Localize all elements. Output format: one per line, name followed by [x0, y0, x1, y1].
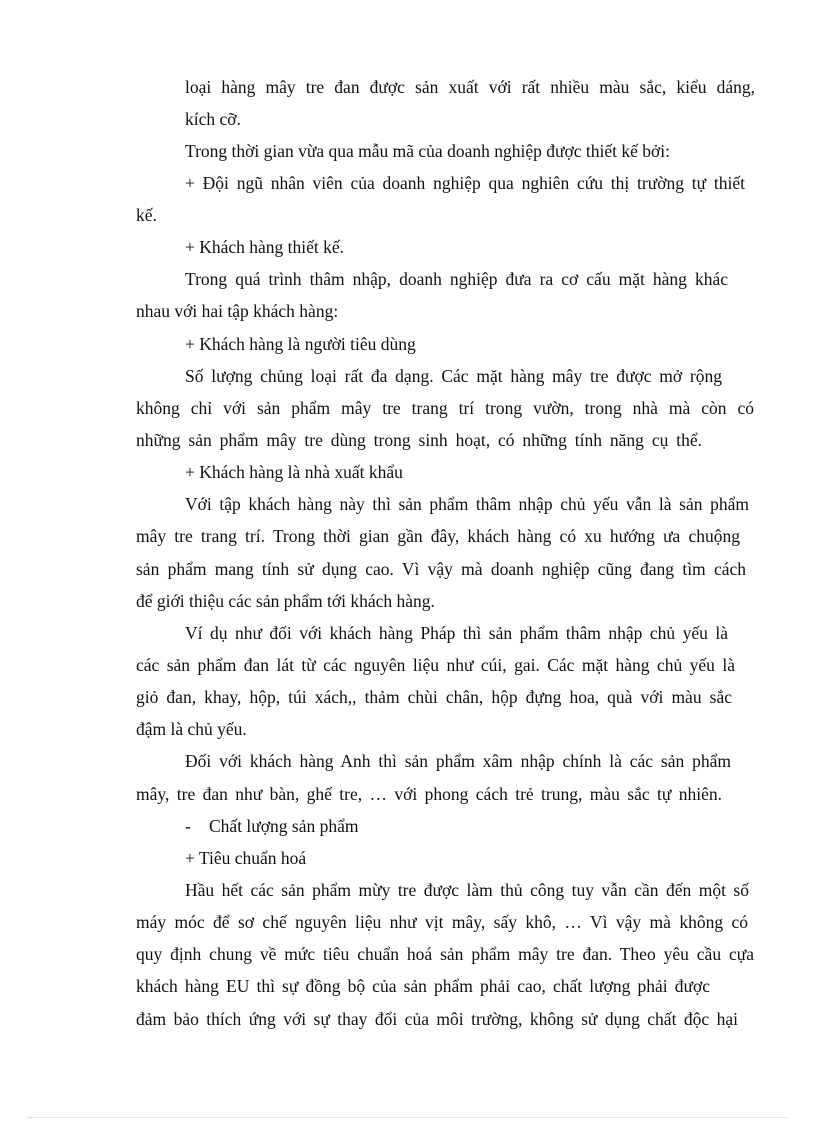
paragraph-line: mây, tre đan như bàn, ghế tre, … với phong cách trẻ trung, màu sắc tự nhiên. — [136, 784, 722, 804]
paragraph-line: để giới thiệu các sản phẩm tới khách hàng. — [136, 591, 435, 611]
paragraph-line: máy móc để sơ chế nguyên liệu như vịt mây, sấy khô, … Vì vậy mà không có — [136, 912, 748, 932]
paragraph-line: loại hàng mây tre đan được sản xuất với rất nhiều màu sắc, kiểu dáng, — [185, 77, 755, 97]
paragraph-line: các sản phẩm đan lát từ các nguyên liệu như cúi, gai. Các mặt hàng chủ yếu là — [136, 655, 735, 675]
paragraph-line: kích cỡ. — [185, 109, 241, 129]
section-label: Chất lượng sản phẩm — [209, 816, 359, 836]
paragraph-line: Hầu hết các sản phẩm mừy tre được làm thủ công tuy vẫn cần đến một số — [185, 880, 749, 900]
section-heading — [185, 818, 359, 836]
paragraph-line: nhau với hai tập khách hàng: — [136, 301, 339, 321]
paragraph-line: những sản phẩm mây tre dùng trong sinh hoạt, có những tính năng cụ thể. — [136, 430, 702, 450]
footer-rule — [28, 1117, 788, 1118]
paragraph-line: kế. — [136, 205, 157, 225]
paragraph-line: Trong quá trình thâm nhập, doanh nghiệp đưa ra cơ cấu mặt hàng khác — [185, 269, 728, 289]
paragraph-line: không chỉ với sản phẩm mây tre trang trí trong vườn, trong nhà mà còn có — [136, 398, 754, 418]
paragraph-line: mây tre trang trí. Trong thời gian gần đây, khách hàng có xu hướng ưa chuộng — [136, 526, 740, 546]
subsection-heading: + Tiêu chuẩn hoá — [185, 848, 307, 868]
paragraph-line: + Khách hàng là nhà xuất khẩu — [185, 462, 403, 482]
paragraph-line: Ví dụ như đối với khách hàng Pháp thì sản phẩm thâm nhập chủ yếu là — [185, 623, 728, 643]
paragraph-line: + Khách hàng là người tiêu dùng — [185, 334, 416, 354]
paragraph-line: đậm là chủ yếu. — [136, 719, 247, 739]
paragraph-line: sản phẩm mang tính sử dụng cao. Vì vậy mà doanh nghiệp cũng đang tìm cách — [136, 559, 746, 579]
paragraph-line: quy định chung về mức tiêu chuẩn hoá sản phẩm mây tre đan. Theo yêu cầu cựa — [136, 944, 754, 964]
paragraph-line: khách hàng EU thì sự đồng bộ của sản phẩm phải cao, chất lượng phải được — [136, 976, 710, 996]
paragraph-line: + Đội ngũ nhân viên của doanh nghiệp qua nghiên cứu thị trường tự thiết — [185, 173, 745, 193]
paragraph-line: đảm bảo thích ứng với sự thay đổi của môi trường, không sử dụng chất độc hại — [136, 1009, 738, 1029]
paragraph-line: Đối với khách hàng Anh thì sản phẩm xâm nhập chính là các sản phẩm — [185, 751, 731, 771]
paragraph-line: Với tập khách hàng này thì sản phẩm thâm nhập chủ yếu vẫn là sản phẩm — [185, 494, 749, 514]
paragraph-line: + Khách hàng thiết kế. — [185, 237, 345, 257]
paragraph-line: giỏ đan, khay, hộp, túi xách,, thảm chùi chân, hộp đựng hoa, quà với màu sắc — [136, 687, 732, 707]
section-dash: - — [185, 816, 191, 836]
paragraph-line: Trong thời gian vừa qua mẫu mã của doanh nghiệp được thiết kế bởi: — [185, 141, 670, 161]
paragraph-line: Số lượng chủng loại rất đa dạng. Các mặt hàng mây tre được mở rộng — [185, 366, 722, 386]
